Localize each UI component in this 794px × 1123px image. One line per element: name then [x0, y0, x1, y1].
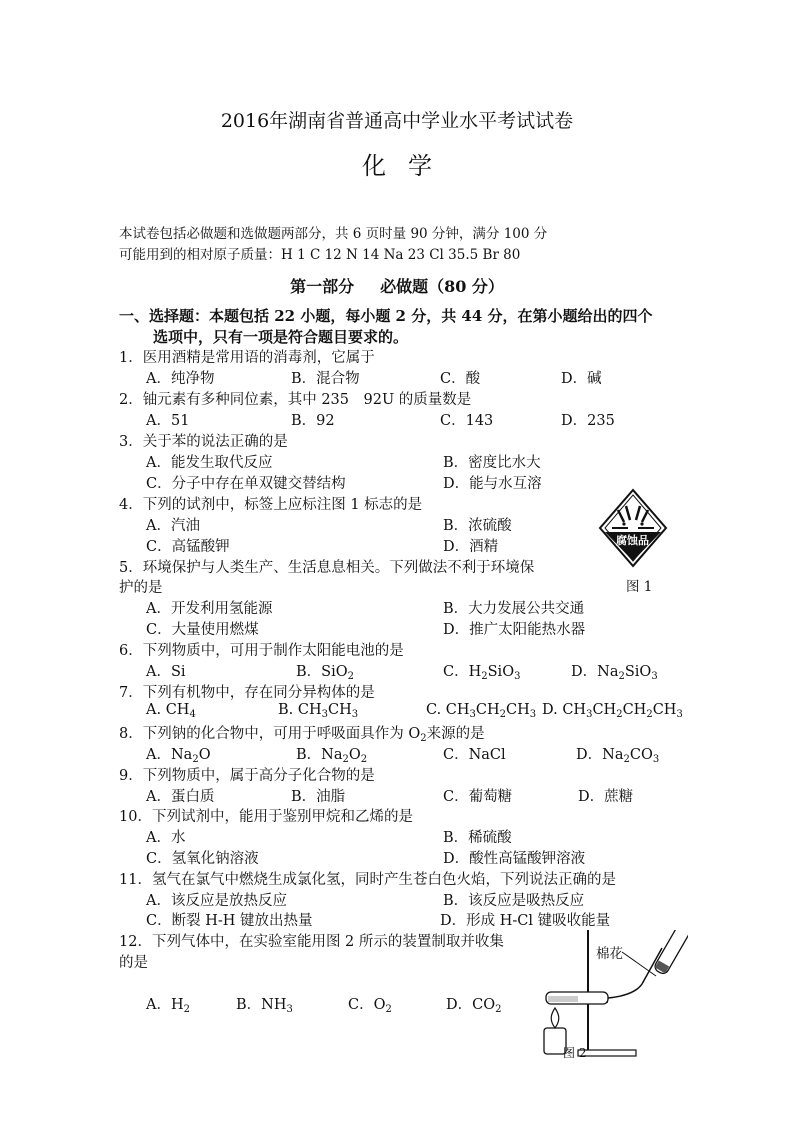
subject-title: 化学 [362, 152, 454, 180]
q1-option-a: A．纯净物 [146, 371, 215, 387]
q3-option-a: A．能发生取代反应 [146, 455, 273, 471]
section-line-1: 一、选择题：本题包括 22 小题，每小题 2 分，共 44 分，在第小题给出的四个 [119, 307, 653, 325]
question-12-stem-cont: 的是 [119, 955, 148, 971]
q2-option-a: A．51 [146, 413, 190, 429]
q6-option-a: A．Si [146, 664, 186, 680]
q12-option-c: C．$O_2$ [348, 997, 392, 1015]
part-name: 第一部分 [290, 277, 355, 296]
q3-option-d: D．能与水互溶 [443, 476, 542, 492]
q8-option-a: A．$Na_2O$ [146, 747, 211, 765]
q10-option-c: C．氢氧化钠溶液 [146, 851, 259, 867]
question-5-stem: 5．环境保护与人类生产、生活息息相关。下列做法不利于环境保 [119, 560, 535, 576]
q3-option-b: B．密度比水大 [443, 455, 541, 471]
q12-option-d: D．$CO_2$ [446, 997, 502, 1015]
q5-option-c: C．大量使用燃煤 [146, 622, 259, 638]
q7-option-c: C. $CH_3CH_2CH_3$ [426, 702, 537, 720]
question-6-stem: 6．下列物质中，可用于制作太阳能电池的是 [119, 643, 404, 659]
question-4-stem: 4．下列的试剂中，标签上应标注图 1 标志的是 [119, 497, 423, 513]
q7-option-b: B. $CH_3CH_3$ [278, 702, 359, 720]
q5-option-a: A．开发利用氢能源 [146, 601, 273, 617]
q6-option-d: D．$Na_2SiO_3$ [571, 664, 658, 682]
figure-1-label: 腐蚀品 [616, 534, 649, 547]
q10-option-d: D．酸性高锰酸钾溶液 [443, 851, 586, 867]
q2-option-d: D．235 [561, 413, 615, 429]
figure-1-corrosive-sign [598, 488, 668, 572]
q10-option-a: A．水 [146, 830, 186, 846]
q8-option-c: C．NaCl [443, 747, 506, 763]
q9-option-b: B．油脂 [291, 789, 346, 805]
q7-option-a: A. $CH_4$ [146, 702, 196, 720]
q12-option-b: B．$NH_3$ [236, 997, 293, 1015]
q1-option-d: D．碱 [561, 371, 602, 387]
part-title: 必做题（80 分） [380, 277, 504, 296]
q6-option-b: B．SiO$_2$ [296, 664, 354, 682]
question-10-stem: 10．下列试剂中，能用于鉴别甲烷和乙烯的是 [119, 809, 413, 825]
question-3-stem: 3．关于苯的说法正确的是 [119, 434, 288, 450]
q11-option-c: C．断裂 H-H 键放出热量 [146, 913, 313, 929]
q11-option-d: D．形成 H-Cl 键吸收能量 [440, 913, 611, 929]
question-2-stem: 2．铀元素有多种同位素，其中 235 92U 的质量数是 [119, 392, 472, 408]
q5-option-d: D．推广太阳能热水器 [443, 622, 586, 638]
q11-option-b: B．该反应是吸热反应 [443, 893, 585, 909]
q9-option-a: A．蛋白质 [146, 789, 215, 805]
part-heading [0, 274, 794, 297]
q4-option-b: B．浓硫酸 [443, 518, 512, 534]
section-heading [119, 306, 679, 348]
figure-1-caption: 图 1 [626, 579, 653, 595]
question-5-stem-cont: 护的是 [119, 580, 163, 596]
q12-option-a: A．$H_2$ [146, 997, 190, 1015]
q1-option-b: B．混合物 [291, 371, 360, 387]
intro-line-2: 可能用到的相对原子质量：H 1 C 12 N 14 Na 23 Cl 35.5 Br 80 [119, 247, 521, 263]
question-11-stem: 11．氢气在氯气中燃烧生成氯化氢，同时产生苍白色火焰，下列说法正确的是 [119, 872, 616, 888]
q4-option-d: D．酒精 [443, 539, 499, 555]
q7-option-d: D. $CH_3CH_2CH_2CH_3$ [542, 702, 683, 720]
intro-line-1: 本试卷包括必做题和选做题两部分，共 6 页时量 90 分钟，满分 100 分 [119, 226, 548, 242]
q2-option-c: C．143 [440, 413, 494, 429]
q2-option-b: B．92 [291, 413, 335, 429]
q8-option-b: B．$Na_2O_2$ [296, 747, 368, 765]
question-9-stem: 9．下列物质中，属于高分子化合物的是 [119, 768, 375, 784]
q4-option-c: C．高锰酸钾 [146, 539, 230, 555]
q9-option-d: D．蔗糖 [578, 789, 634, 805]
q11-option-a: A．该反应是放热反应 [146, 893, 287, 909]
exam-title: 2016年湖南省普通高中学业水平考试试卷 [220, 110, 574, 132]
question-7-stem: 7．下列有机物中，存在同分异构体的是 [119, 685, 375, 701]
q1-option-c: C．酸 [440, 371, 481, 387]
figure-2-cotton-label: 棉花 [596, 946, 623, 962]
q4-option-a: A．汽油 [146, 518, 200, 534]
question-8-stem: 8．下列钠的化合物中，可用于呼吸面具作为 $O_2$来源的是 [119, 726, 485, 744]
q3-option-c: C．分子中存在单双键交替结构 [146, 476, 346, 492]
question-1-stem: 1．医用酒精是常用语的消毒剂，它属于 [119, 350, 375, 366]
q8-option-d: D．$Na_2CO_3$ [576, 747, 660, 765]
q6-option-c: C．$H_2SiO_3$ [443, 664, 521, 682]
figure-2-caption: 图 2 [563, 1046, 587, 1060]
q9-option-c: C．葡萄糖 [443, 789, 513, 805]
section-line-2: 选项中，只有一项是符合题目要求的。 [153, 328, 409, 346]
q5-option-b: B．大力发展公共交通 [443, 601, 585, 617]
q10-option-b: B．稀硫酸 [443, 830, 512, 846]
question-12-stem: 12．下列气体中，在实验室能用图 2 所示的装置制取并收集 [119, 934, 504, 950]
